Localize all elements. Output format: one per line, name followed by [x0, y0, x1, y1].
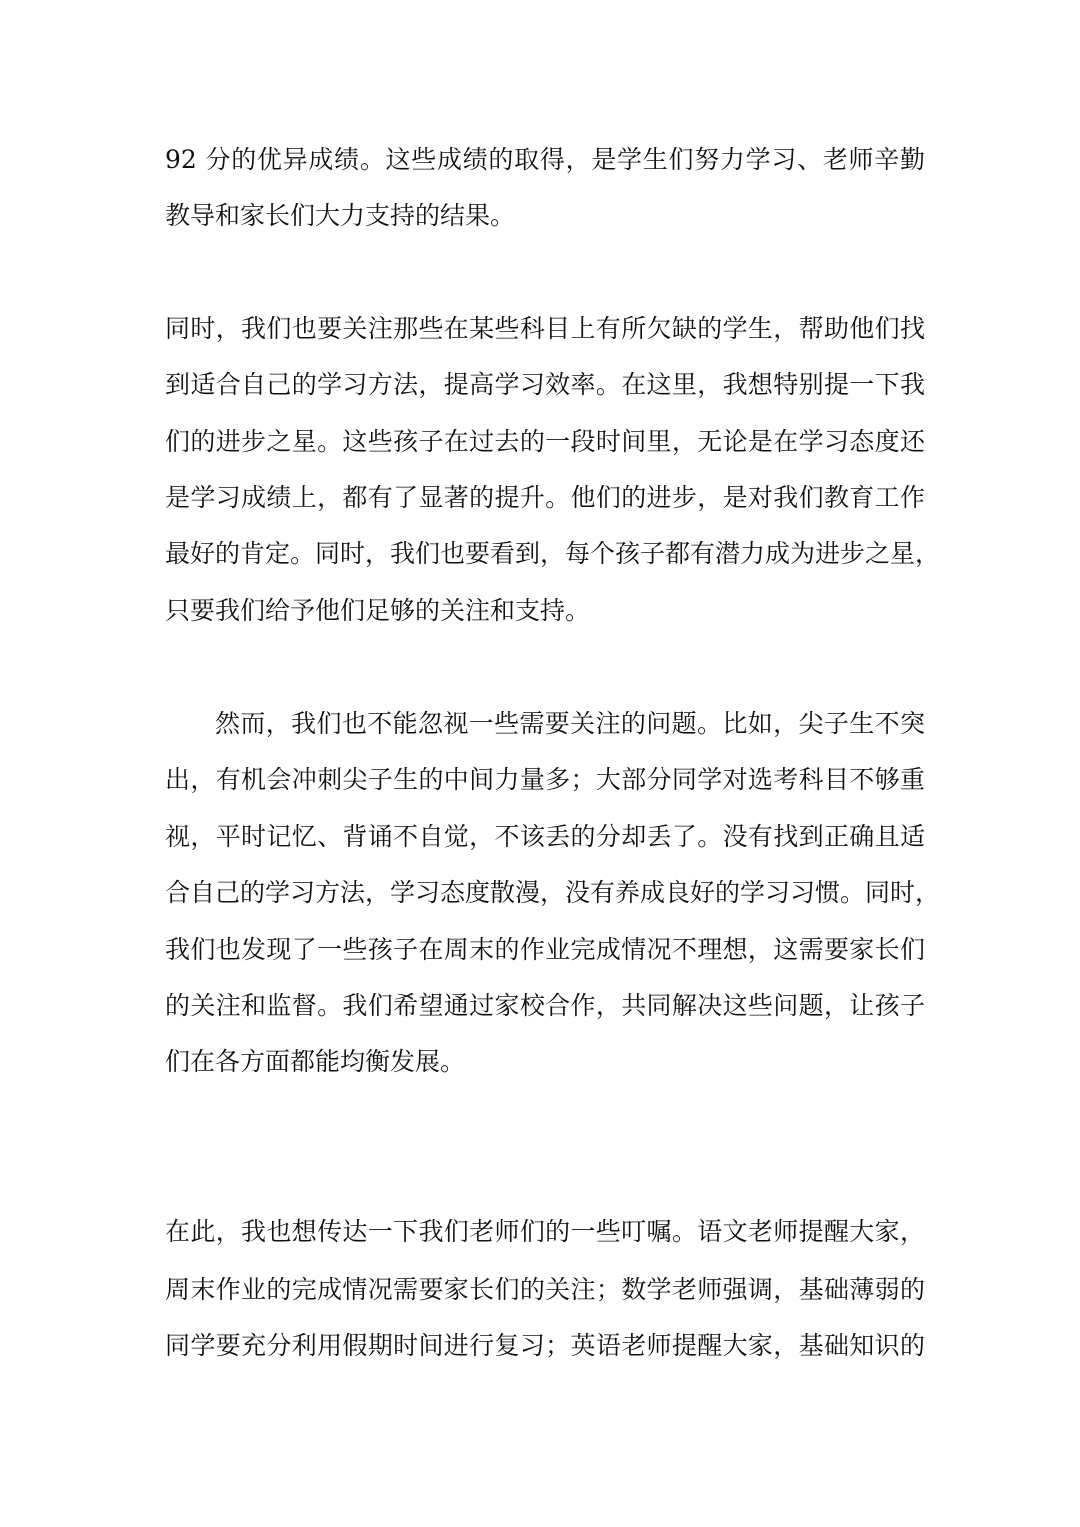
text-line: 的关注和监督。我们希望通过家校合作，共同解决这些问题，让孩子 [165, 991, 925, 1020]
text-line: 合自己的学习方法，学习态度散漫，没有养成良好的学习习惯。同时， [165, 878, 941, 907]
text-line: 们在各方面都能均衡发展。 [165, 1047, 466, 1076]
text-line: 92 分的优异成绩。这些成绩的取得，是学生们努力学习、老师辛勤 [165, 145, 925, 174]
text-line: 同学要充分利用假期时间进行复习；英语老师提醒大家，基础知识的 [165, 1331, 925, 1360]
text-line: 出，有机会冲刺尖子生的中间力量多；大部分同学对选考科目不够重 [165, 765, 925, 794]
text-line: 然而，我们也不能忽视一些需要关注的问题。比如，尖子生不突 [215, 709, 925, 738]
text-line: 在此，我也想传达一下我们老师们的一些叮嘱。语文老师提醒大家， [165, 1217, 925, 1246]
text-line: 只要我们给予他们足够的关注和支持。 [165, 596, 591, 625]
text-line: 到适合自己的学习方法，提高学习效率。在这里，我想特别提一下我 [165, 370, 925, 399]
text-line: 是学习成绩上，都有了显著的提升。他们的进步，是对我们教育工作 [165, 483, 925, 512]
text-line: 们的进步之星。这些孩子在过去的一段时间里，无论是在学习态度还 [165, 427, 925, 456]
text-line: 周末作业的完成情况需要家长们的关注；数学老师强调，基础薄弱的 [165, 1275, 925, 1304]
text-line: 教导和家长们大力支持的结果。 [165, 201, 516, 230]
text-line: 我们也发现了一些孩子在周末的作业完成情况不理想，这需要家长们 [165, 935, 925, 964]
text-line: 最好的肯定。同时，我们也要看到，每个孩子都有潜力成为进步之星， [165, 539, 941, 568]
text-line: 同时，我们也要关注那些在某些科目上有所欠缺的学生，帮助他们找 [165, 314, 925, 343]
text-line: 视，平时记忆、背诵不自觉，不该丢的分却丢了。没有找到正确且适 [165, 822, 925, 851]
